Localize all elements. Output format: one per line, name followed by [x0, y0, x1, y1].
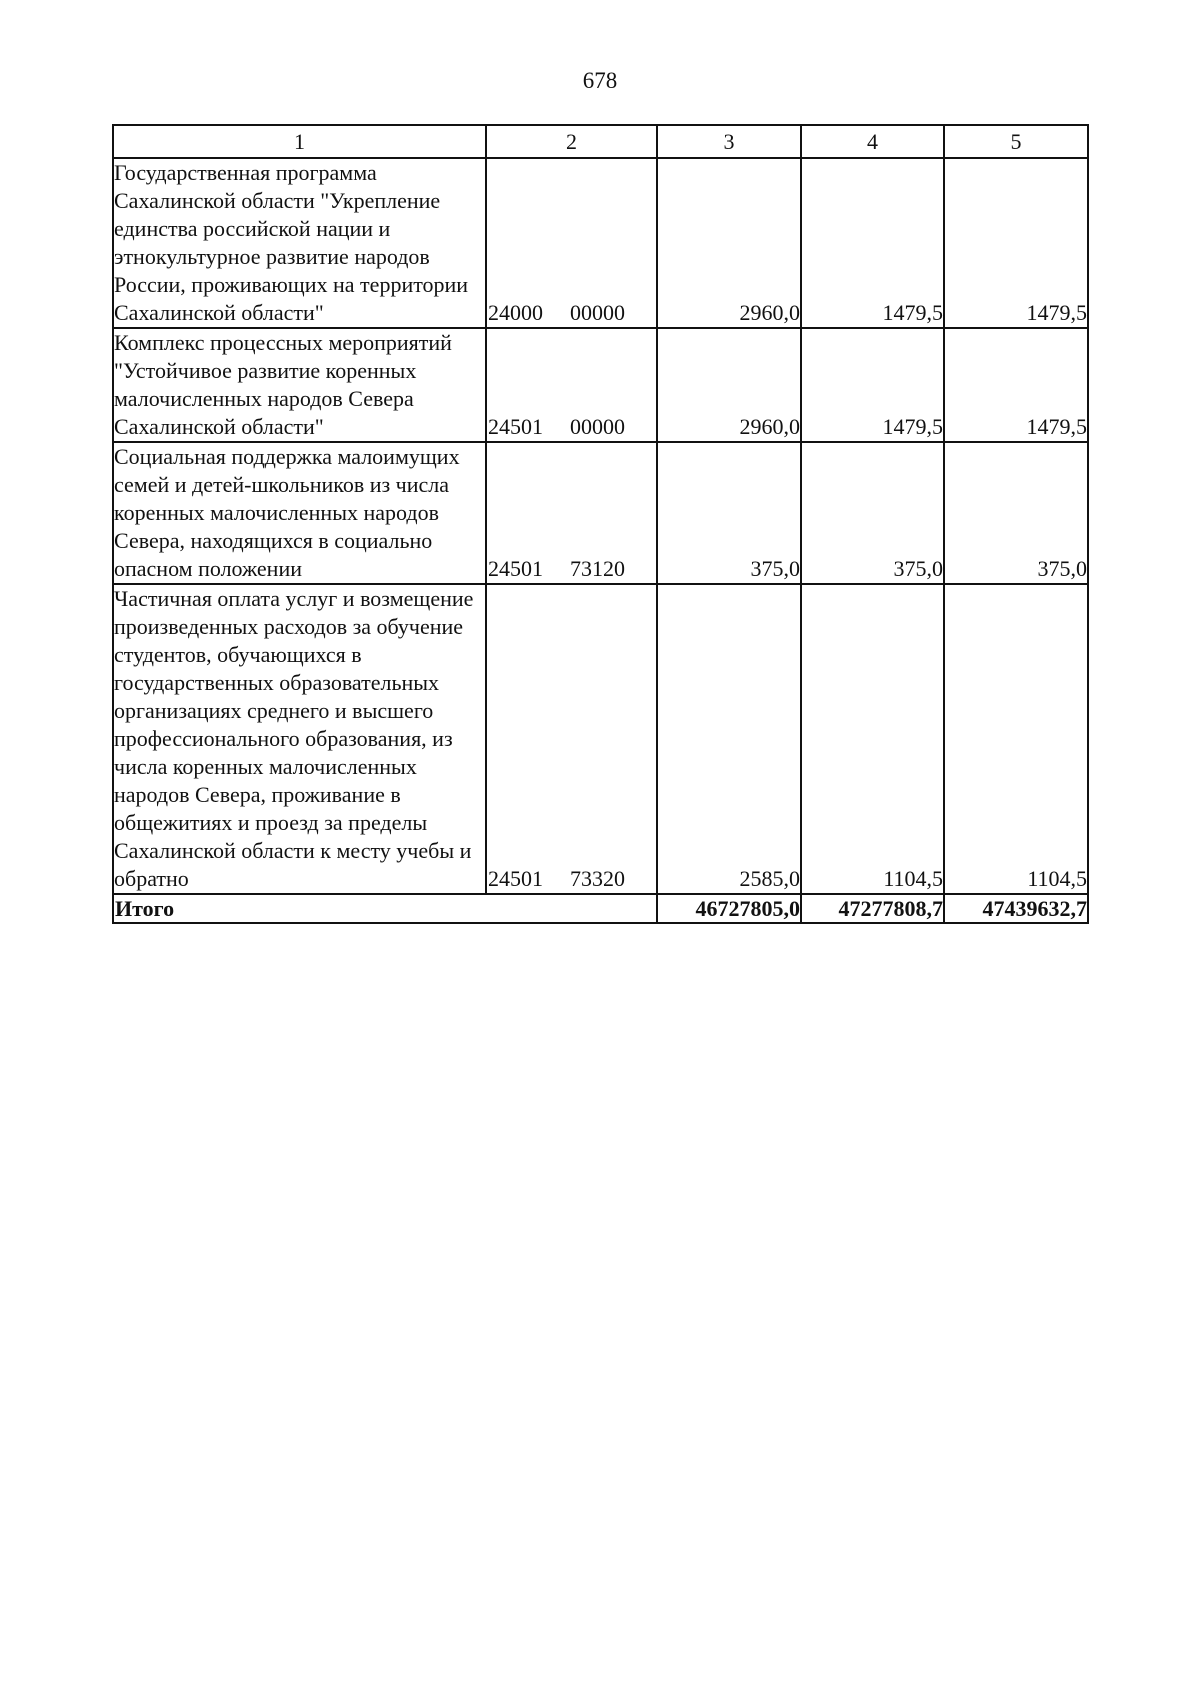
direction-code: 00000: [570, 300, 625, 325]
total-value-5: 47439632,7: [944, 894, 1088, 923]
row-value-3: 2585,0: [657, 584, 801, 894]
total-value-3: 46727805,0: [657, 894, 801, 923]
column-number-2: 2: [486, 125, 657, 158]
row-name: Государственная программа Сахалинской области "Укрепление единства российской нации и этнокультурное развитие народов России, проживающих на территории Сахалинской области": [113, 158, 486, 328]
direction-code: 73120: [570, 556, 625, 581]
row-value-3: 375,0: [657, 442, 801, 584]
row-name: Частичная оплата услуг и возмещение произведенных расходов за обучение студентов, обучающихся в государственных образовательных организациях среднего и высшего профессионального образования, из числа коренных малочисленных народов Севера, проживание в общежитиях и проезд за пределы Сахалинской области к месту учебы и обратно: [113, 584, 486, 894]
column-number-5: 5: [944, 125, 1088, 158]
page-number: 678: [582, 68, 618, 93]
table-row: [113, 328, 1088, 442]
row-value-4: 375,0: [801, 442, 944, 584]
total-value-4: 47277808,7: [801, 894, 944, 923]
column-number-row: [113, 125, 1088, 158]
row-code: [486, 158, 657, 328]
row-value-3: 2960,0: [657, 158, 801, 328]
column-number-4: 4: [801, 125, 944, 158]
row-name: Социальная поддержка малоимущих семей и детей-школьников из числа коренных малочисленных народов Севера, находящихся в социально опасном положении: [113, 442, 486, 584]
row-value-5: 1104,5: [944, 584, 1088, 894]
program-code: 24501: [488, 866, 543, 891]
row-value-4: 1479,5: [801, 328, 944, 442]
table-row: [113, 442, 1088, 584]
row-code: [486, 442, 657, 584]
row-value-4: 1479,5: [801, 158, 944, 328]
budget-table: [112, 124, 1089, 924]
row-value-3: 2960,0: [657, 328, 801, 442]
row-name: Комплекс процессных мероприятий "Устойчивое развитие коренных малочисленных народов Севера Сахалинской области": [113, 328, 486, 442]
program-code: 24501: [488, 556, 543, 581]
row-code: [486, 584, 657, 894]
column-number-3: 3: [657, 125, 801, 158]
table-row: [113, 158, 1088, 328]
column-number-1: 1: [113, 125, 486, 158]
row-value-5: 1479,5: [944, 328, 1088, 442]
program-code: 24000: [488, 300, 543, 325]
table-row: [113, 584, 1088, 894]
row-value-4: 1104,5: [801, 584, 944, 894]
row-code: [486, 328, 657, 442]
direction-code: 00000: [570, 414, 625, 439]
direction-code: 73320: [570, 866, 625, 891]
program-code: 24501: [488, 414, 543, 439]
row-value-5: 1479,5: [944, 158, 1088, 328]
row-value-5: 375,0: [944, 442, 1088, 584]
total-row: [113, 894, 1088, 923]
total-label: Итого: [113, 894, 657, 923]
